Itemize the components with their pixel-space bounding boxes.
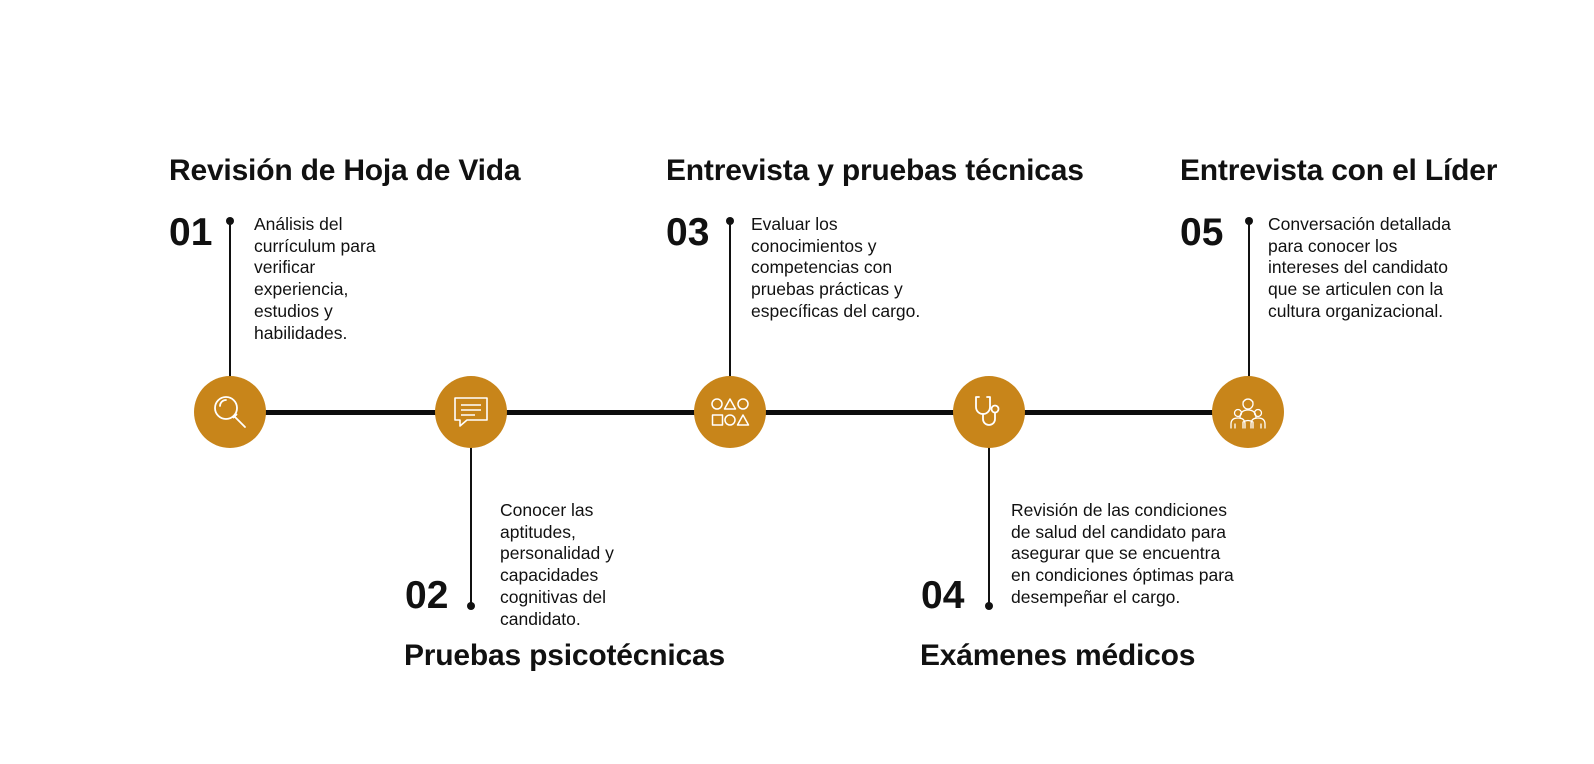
step-3-connector	[729, 221, 731, 377]
step-3-title: Entrevista y pruebas técnicas	[666, 154, 1084, 187]
step-5-dot	[1245, 217, 1253, 225]
step-3-number: 03	[666, 211, 710, 254]
magnifier-icon	[210, 392, 250, 432]
team-icon	[1228, 392, 1268, 432]
step-2-number: 02	[405, 574, 449, 617]
step-3-dot	[726, 217, 734, 225]
step-4-dot	[985, 602, 993, 610]
chat-bubble-icon	[451, 392, 491, 432]
step-5-description: Conversación detallada para conocer los intereses del candidato que se articulen con la cultura organizacional.	[1268, 214, 1451, 321]
step-2-circle	[435, 376, 507, 448]
step-1-dot	[226, 217, 234, 225]
step-1-connector	[229, 221, 231, 377]
shapes-icon	[710, 392, 750, 432]
step-5-title: Entrevista con el Líder	[1180, 154, 1498, 187]
step-1-description: Análisis del currículum para verificar experiencia, estudios y habilidades.	[254, 214, 376, 343]
step-1-title: Revisión de Hoja de Vida	[169, 154, 521, 187]
step-5-circle	[1212, 376, 1284, 448]
step-2-dot	[467, 602, 475, 610]
step-3-circle	[694, 376, 766, 448]
step-3-description: Evaluar los conocimientos y competencias con pruebas prácticas y específicas del cargo.	[751, 214, 921, 321]
step-4-title: Exámenes médicos	[920, 639, 1196, 672]
step-5-number: 05	[1180, 211, 1224, 254]
step-5-connector	[1248, 221, 1250, 377]
step-4-description: Revisión de las condiciones de salud del candidato para asegurar que se encuentra en condiciones óptimas para desempeñar el cargo.	[1011, 500, 1234, 607]
step-4-connector	[988, 447, 990, 607]
step-2-description: Conocer las aptitudes, personalidad y capacidades cognitivas del candidato.	[500, 500, 614, 629]
step-2-title: Pruebas psicotécnicas	[404, 639, 725, 672]
step-4-number: 04	[921, 574, 965, 617]
step-2-connector	[470, 447, 472, 607]
step-1-circle	[194, 376, 266, 448]
step-4-circle	[953, 376, 1025, 448]
step-1-number: 01	[169, 211, 213, 254]
stethoscope-icon	[969, 392, 1009, 432]
